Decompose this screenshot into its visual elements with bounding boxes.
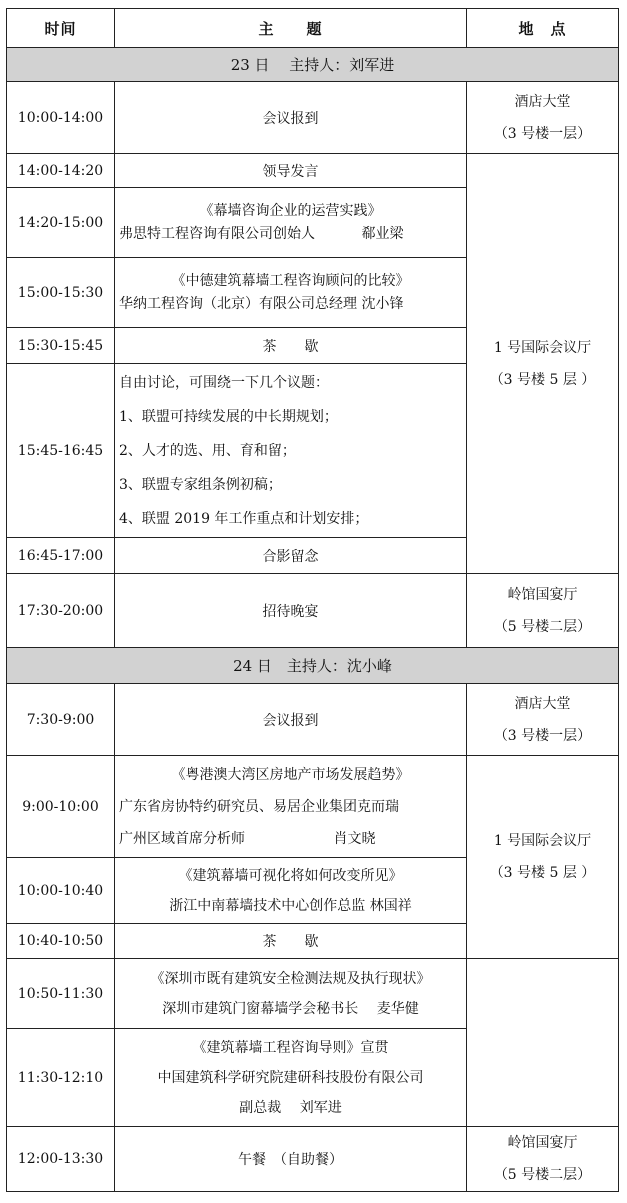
time-cell: 14:20-15:00 — [7, 188, 115, 258]
place-cell — [467, 684, 619, 756]
header-row — [7, 9, 619, 48]
topic-cell — [115, 959, 467, 1029]
time-cell: 12:00-13:30 — [7, 1127, 115, 1192]
place-name: 1 号国际会议厅 — [493, 339, 592, 356]
topic-cell: 会议报到 — [115, 82, 467, 154]
time-cell: 15:30-15:45 — [7, 328, 115, 364]
topic-cell — [115, 756, 467, 858]
discussion-item: 1、联盟可持续发展的中长期规划； — [119, 408, 338, 425]
time-cell: 7:30-9:00 — [7, 684, 115, 756]
place-cell — [467, 82, 619, 154]
time-cell: 16:45-17:00 — [7, 538, 115, 574]
speaker: 深圳市建筑门窗幕墙学会秘书长 麦华健 — [162, 1000, 419, 1017]
speaker: 弗思特工程咨询有限公司创始人 郗业梁 — [119, 225, 404, 242]
topic-cell — [115, 258, 467, 328]
speaker: 浙江中南幕墙技术中心创作总监 林国祥 — [169, 897, 412, 914]
topic-cell: 茶 歇 — [115, 328, 467, 364]
place-cell — [467, 574, 619, 648]
place-floor: （3 号楼一层） — [493, 125, 592, 142]
talk-title: 《中德建筑幕墙工程咨询顾问的比较》 — [171, 272, 410, 289]
day2-title-row — [7, 648, 619, 684]
time-cell: 10:00-14:00 — [7, 82, 115, 154]
discussion-item: 4、联盟 2019 年工作重点和计划安排； — [119, 510, 369, 527]
place-name: 酒店大堂 — [514, 695, 571, 712]
table-row — [7, 82, 619, 154]
place-cell — [467, 154, 619, 574]
place-cell — [467, 1127, 619, 1192]
speaker: 副总裁 刘军进 — [239, 1099, 342, 1116]
header-topic: 主 题 — [115, 9, 467, 48]
topic-cell: 合影留念 — [115, 538, 467, 574]
topic-cell — [115, 188, 467, 258]
day2-title: 24 日 主持人：沈小峰 — [7, 648, 619, 684]
topic-cell — [115, 1029, 467, 1127]
table-row — [7, 574, 619, 648]
discussion-item: 3、联盟专家组条例初稿； — [119, 476, 282, 493]
time-cell: 11:30-12:10 — [7, 1029, 115, 1127]
discussion-intro: 自由讨论，可围绕一下几个议题： — [119, 374, 329, 391]
speaker: 华纳工程咨询（北京）有限公司总经理 沈小锋 — [119, 295, 404, 312]
place-name: 岭馆国宴厅 — [507, 586, 578, 603]
place-cell — [467, 756, 619, 959]
talk-title: 《幕墙咨询企业的运营实践》 — [199, 202, 382, 219]
header-place: 地 点 — [467, 9, 619, 48]
header-time: 时间 — [7, 9, 115, 48]
speaker: 中国建筑科学研究院建研科技股份有限公司 — [157, 1069, 424, 1086]
table-row — [7, 684, 619, 756]
place-floor: （3 号楼一层） — [493, 727, 592, 744]
day1-title: 23 日 主持人：刘军进 — [7, 48, 619, 82]
place-floor: （5 号楼二层） — [493, 618, 592, 635]
place-name: 岭馆国宴厅 — [507, 1135, 578, 1151]
topic-cell: 领导发言 — [115, 154, 467, 188]
discussion-item: 2、人才的选、用、育和留； — [119, 442, 296, 459]
place-floor: （3 号楼 5 层 ） — [489, 865, 596, 881]
place-cell-empty — [467, 959, 619, 1127]
table-row — [7, 756, 619, 858]
table-row — [7, 1127, 619, 1192]
topic-cell — [115, 364, 467, 538]
topic-cell: 茶 歇 — [115, 924, 467, 959]
topic-cell: 午餐 （自助餐） — [115, 1127, 467, 1192]
time-cell: 10:00-10:40 — [7, 858, 115, 924]
place-floor: （3 号楼 5 层 ） — [489, 371, 596, 388]
time-cell: 10:40-10:50 — [7, 924, 115, 959]
time-cell: 10:50-11:30 — [7, 959, 115, 1029]
table-row — [7, 154, 619, 188]
time-cell: 15:00-15:30 — [7, 258, 115, 328]
talk-title: 《建筑幕墙可视化将如何改变所见》 — [178, 867, 403, 884]
talk-title: 《深圳市既有建筑安全检测法规及执行现状》 — [150, 970, 431, 987]
time-cell: 14:00-14:20 — [7, 154, 115, 188]
place-name: 酒店大堂 — [514, 93, 571, 110]
place-name: 1 号国际会议厅 — [493, 833, 592, 849]
talk-title: 《粤港澳大湾区房地产市场发展趋势》 — [171, 766, 410, 783]
talk-title: 《建筑幕墙工程咨询导则》宣贯 — [192, 1039, 389, 1056]
time-cell: 15:45-16:45 — [7, 364, 115, 538]
table-row — [7, 959, 619, 1029]
day1-title-row — [7, 48, 619, 82]
speaker: 广州区域首席分析师 肖文晓 — [119, 830, 376, 847]
time-cell: 17:30-20:00 — [7, 574, 115, 648]
time-cell: 9:00-10:00 — [7, 756, 115, 858]
topic-cell: 会议报到 — [115, 684, 467, 756]
place-floor: （5 号楼二层） — [493, 1167, 592, 1183]
topic-cell: 招待晚宴 — [115, 574, 467, 648]
speaker: 广东省房协特约研究员、易居企业集团克而瑞 — [119, 798, 399, 815]
topic-cell — [115, 858, 467, 924]
schedule-table — [6, 8, 619, 1192]
